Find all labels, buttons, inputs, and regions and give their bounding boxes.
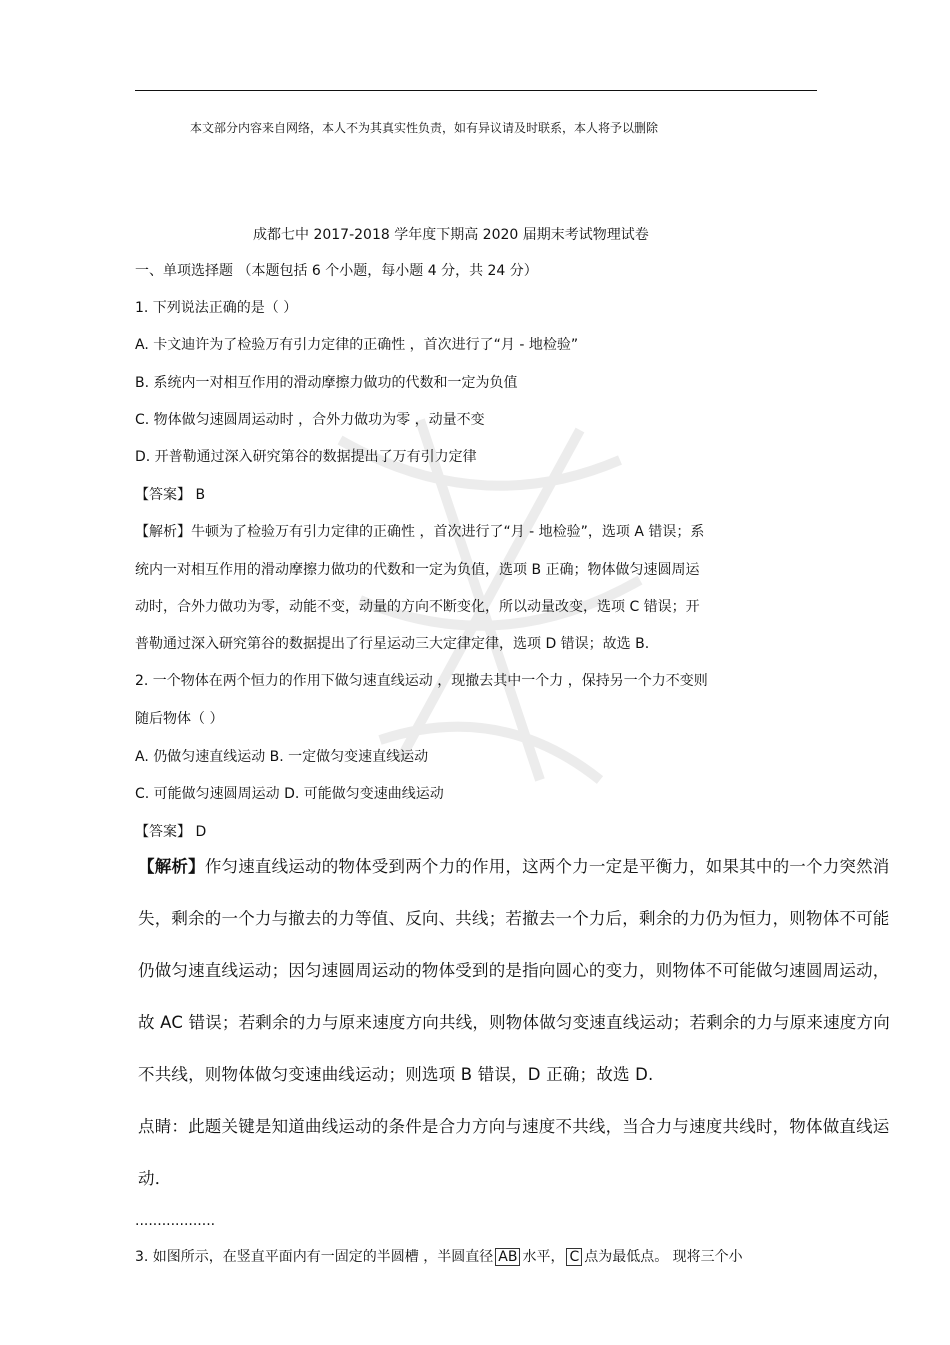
question-2-comment-line: 点睛：此题关键是知道曲线运动的条件是合力方向与速度不共线，当合力与速度共线时，物体做直线运: [138, 1117, 890, 1136]
separator-dots: ..................: [135, 1213, 216, 1229]
question-2-analysis-line: 不共线，则物体做匀变速曲线运动；则选项 B 错误，D 正确；故选 D.: [138, 1065, 654, 1084]
section-heading: 一、单项选择题 （本题包括 6 个小题，每小题 4 分，共 24 分）: [135, 263, 538, 279]
header-rule: [135, 90, 817, 91]
disclaimer-text: 本文部分内容来自网络，本人不为其真实性负责，如有异议请及时联系，本人将予以删除: [190, 121, 659, 135]
question-2-options-cd: C. 可能做匀速圆周运动 D. 可能做匀变速曲线运动: [135, 786, 444, 802]
exam-title: 成都七中 2017-2018 学年度下期高 2020 届期末考试物理试卷: [253, 227, 649, 243]
question-1-option-a: A. 卡文迪许为了检验万有引力定律的正确性 ，首次进行了“月 - 地检验”: [135, 337, 579, 353]
question-3-stem-part: 3. 如图所示，在竖直平面内有一固定的半圆槽 ，半圆直径: [135, 1249, 494, 1265]
question-2-analysis-line: 故 AC 错误；若剩余的力与原来速度方向共线，则物体做匀变速直线运动；若剩余的力与原来速度方向: [138, 1013, 890, 1032]
question-1-answer: 【答案】 B: [135, 487, 206, 503]
point-label-box: C: [566, 1248, 582, 1266]
question-2-stem-cont: 随后物体（ ）: [135, 711, 224, 727]
question-1-option-c: C. 物体做匀速圆周运动时 ，合外力做功为零 ，动量不变: [135, 412, 485, 428]
diameter-label-box: AB: [495, 1248, 520, 1266]
question-2-analysis-line: 失，剩余的一个力与撤去的力等值、反向、共线；若撤去一个力后，剩余的力仍为恒力，则物体不可能: [138, 909, 890, 928]
question-3-stem: [135, 1247, 743, 1267]
question-1-analysis-line: 【解析】牛顿为了检验万有引力定律的正确性 ，首次进行了“月 - 地检验”，选项 A 错误；系: [135, 524, 705, 540]
question-3-stem-part: 水平，: [522, 1249, 565, 1265]
question-2-options-ab: A. 仍做匀速直线运动 B. 一定做匀变速直线运动: [135, 749, 429, 765]
analysis-text: 作匀速直线运动的物体受到两个力的作用，这两个力一定是平衡力，如果其中的一个力突然消: [204, 857, 890, 876]
analysis-label: 【解析】: [138, 857, 205, 876]
question-2-answer: 【答案】 D: [135, 824, 207, 840]
question-1-option-b: B. 系统内一对相互作用的滑动摩擦力做功的代数和一定为负值: [135, 375, 518, 391]
question-2-comment-line: 动．: [138, 1169, 172, 1188]
question-2-stem: 2. 一个物体在两个恒力的作用下做匀速直线运动 ，现撤去其中一个力 ，保持另一个力不变则: [135, 673, 708, 689]
question-1-option-d: D. 开普勒通过深入研究第谷的数据提出了万有引力定律: [135, 449, 477, 465]
question-1-analysis-line: 普勒通过深入研究第谷的数据提出了行星运动三大定律定律，选项 D 错误；故选 B.: [135, 636, 650, 652]
question-2-analysis-line: 仍做匀速直线运动；因匀速圆周运动的物体受到的是指向圆心的变力，则物体不可能做匀速圆周运动，: [138, 961, 890, 980]
question-3-stem-part: 点为最低点。 现将三个小: [584, 1249, 743, 1265]
question-1-analysis-line: 统内一对相互作用的滑动摩擦力做功的代数和一定为负值，选项 B 正确；物体做匀速圆周运: [135, 562, 700, 578]
question-1-analysis-line: 动时，合外力做功为零，动能不变，动量的方向不断变化，所以动量改变，选项 C 错误；开: [135, 599, 700, 615]
question-1-stem: 1. 下列说法正确的是（ ）: [135, 300, 298, 316]
question-2-analysis-line: [138, 857, 890, 877]
